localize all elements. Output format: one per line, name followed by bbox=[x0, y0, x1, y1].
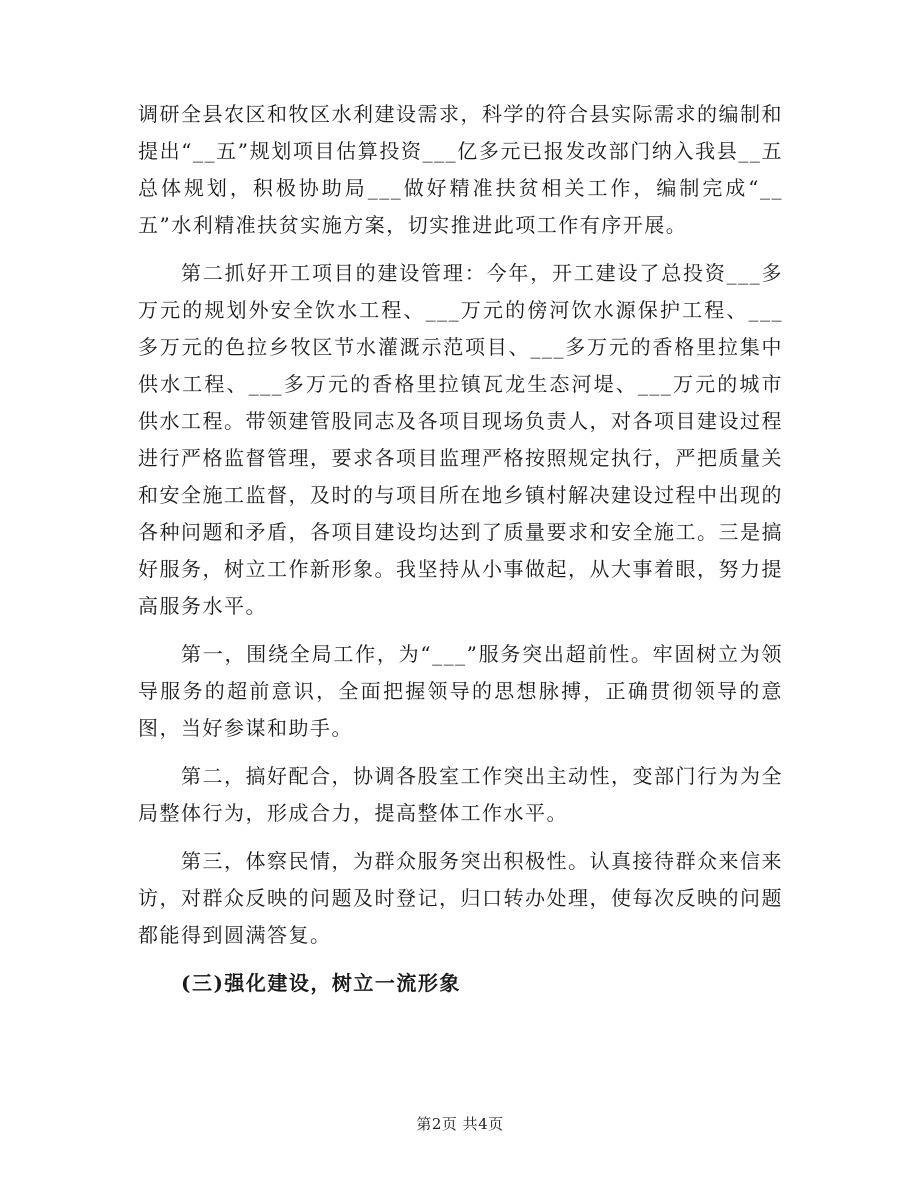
section-heading: (三)强化建设，树立一流形象 bbox=[181, 971, 461, 995]
paragraph-construction-management: 第二抓好开工项目的建设管理：今年，开工建设了总投资___多万元的规划外安全饮水工程、___万元的傍河饮水源保护工程、___多万元的色拉乡牧区节水灌溉示范项目、___多万元的香格里拉集中供水工程、___多万元的香格里拉镇瓦龙生态河堤、___万元的城市供水工程。带领建管股同志及各项目现场负责人，对各项目建设过程进行严格监督管理，要求各项目监理严格按照规定执行，严把质量关和安全施工监督，及时的与项目所在地乡镇村解决建设过程中出现的各种问题和矛盾，各项目建设均达到了质量要求和安全施工。三是搞好服务，树立工作新形象。我坚持从小事做起，从大事着眼，努力提高服务水平。 bbox=[138, 261, 783, 618]
page-number-footer: 第2页 共4页 bbox=[416, 1115, 504, 1133]
paragraph-third: 第三，体察民情，为群众服务突出积极性。认真接待群众来信来访，对群众反映的问题及时登记，归口转办处理，使每次反映的问题都能得到圆满答复。 bbox=[138, 849, 783, 947]
paragraph-second: 第二，搞好配合，协调各股室工作突出主动性，变部门行为为全局整体行为，形成合力，提高整体工作水平。 bbox=[138, 764, 783, 825]
document-body bbox=[138, 96, 783, 1002]
paragraph-first: 第一，围绕全局工作，为“___”服务突出超前性。牢固树立为领导服务的超前意识，全面把握领导的思想脉搏，正确贯彻领导的意图，当好参谋和助手。 bbox=[138, 642, 783, 740]
paragraph-continued: 调研全县农区和牧区水利建设需求，科学的符合县实际需求的编制和提出“__五”规划项目估算投资___亿多元已报发改部门纳入我县__五总体规划，积极协助局___做好精准扶贫相关工作，编制完成“__五”水利精准扶贫实施方案，切实推进此项工作有序开展。 bbox=[138, 102, 783, 237]
